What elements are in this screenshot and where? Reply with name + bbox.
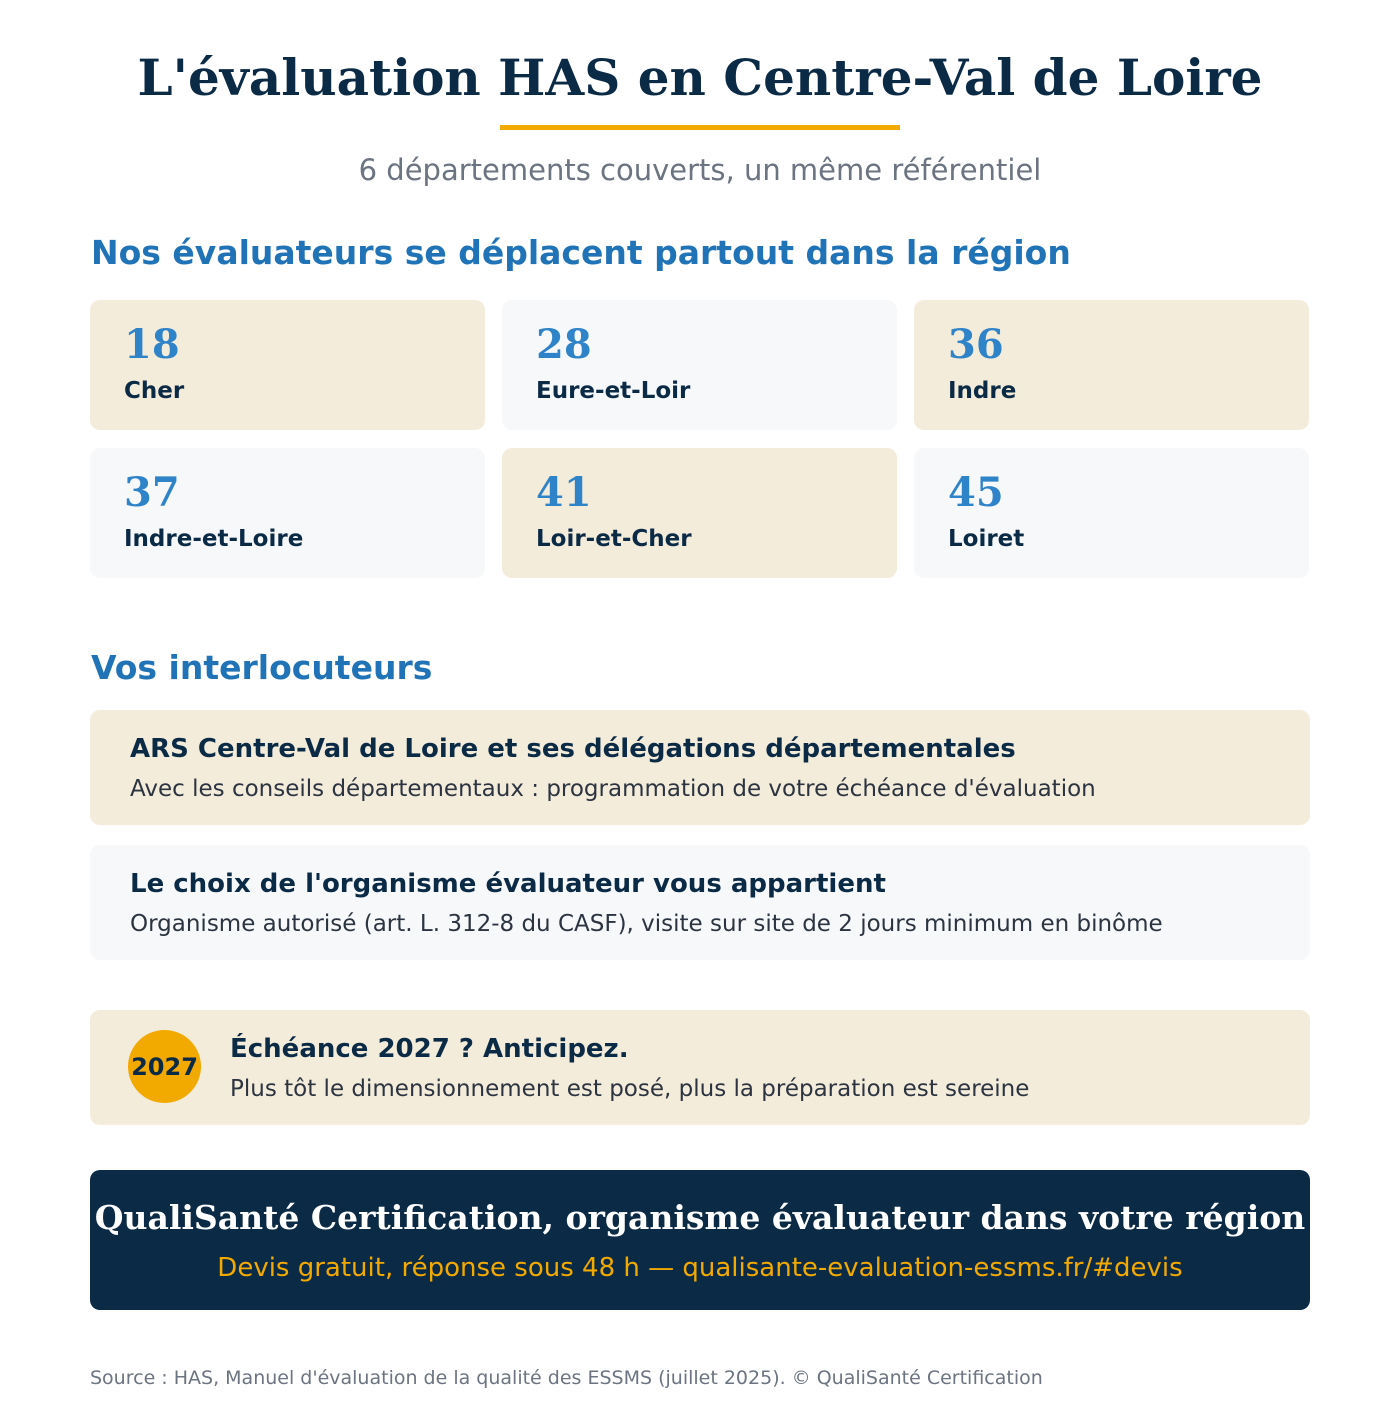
title-underline <box>500 125 900 130</box>
deadline-title: Échéance 2027 ? Anticipez. <box>230 1034 629 1064</box>
contact-card-title: Le choix de l'organisme évaluateur vous appartient <box>130 869 886 899</box>
contacts-heading: Vos interlocuteurs <box>91 648 433 687</box>
department-name: Indre-et-Loire <box>124 526 304 552</box>
contact-card-title: ARS Centre-Val de Loire et ses délégations départementales <box>130 734 1016 764</box>
page-subtitle: 6 départements couverts, un même référentiel <box>358 153 1042 187</box>
contact-card-text: Organisme autorisé (art. L. 312-8 du CASF), visite sur site de 2 jours minimum en binôme <box>130 911 1163 937</box>
contact-card-ars <box>90 710 1310 825</box>
departments-heading: Nos évaluateurs se déplacent partout dans la région <box>91 233 1071 272</box>
department-card-indre-et-loire <box>90 448 485 578</box>
department-card-cher <box>90 300 485 430</box>
department-number: 45 <box>948 469 1004 516</box>
department-name: Loiret <box>948 526 1025 552</box>
department-card-loir-et-cher <box>502 448 897 578</box>
department-card-indre <box>914 300 1309 430</box>
cta-title: QualiSanté Certification, organisme évaluateur dans votre région <box>94 1198 1306 1237</box>
year-badge: 2027 <box>128 1030 201 1103</box>
department-number: 18 <box>124 321 180 368</box>
department-card-eure-et-loir <box>502 300 897 430</box>
source-footnote: Source : HAS, Manuel d'évaluation de la qualité des ESSMS (juillet 2025). © QualiSanté Certification <box>90 1367 1043 1389</box>
department-name: Loir-et-Cher <box>536 526 692 552</box>
contact-card-choice <box>90 845 1310 960</box>
department-number: 41 <box>536 469 592 516</box>
deadline-card <box>90 1010 1310 1125</box>
page-title: L'évaluation HAS en Centre-Val de Loire <box>137 48 1263 107</box>
contact-card-text: Avec les conseils départementaux : programmation de votre échéance d'évaluation <box>130 776 1096 802</box>
department-number: 28 <box>536 321 592 368</box>
department-name: Indre <box>948 378 1017 404</box>
department-card-loiret <box>914 448 1309 578</box>
department-number: 36 <box>948 321 1004 368</box>
department-number: 37 <box>124 469 180 516</box>
cta-banner <box>90 1170 1310 1310</box>
cta-link[interactable]: Devis gratuit, réponse sous 48 h — qualisante-evaluation-essms.fr/#devis <box>217 1253 1183 1283</box>
department-name: Cher <box>124 378 185 404</box>
deadline-text: Plus tôt le dimensionnement est posé, plus la préparation est sereine <box>230 1076 1030 1102</box>
department-name: Eure-et-Loir <box>536 378 691 404</box>
